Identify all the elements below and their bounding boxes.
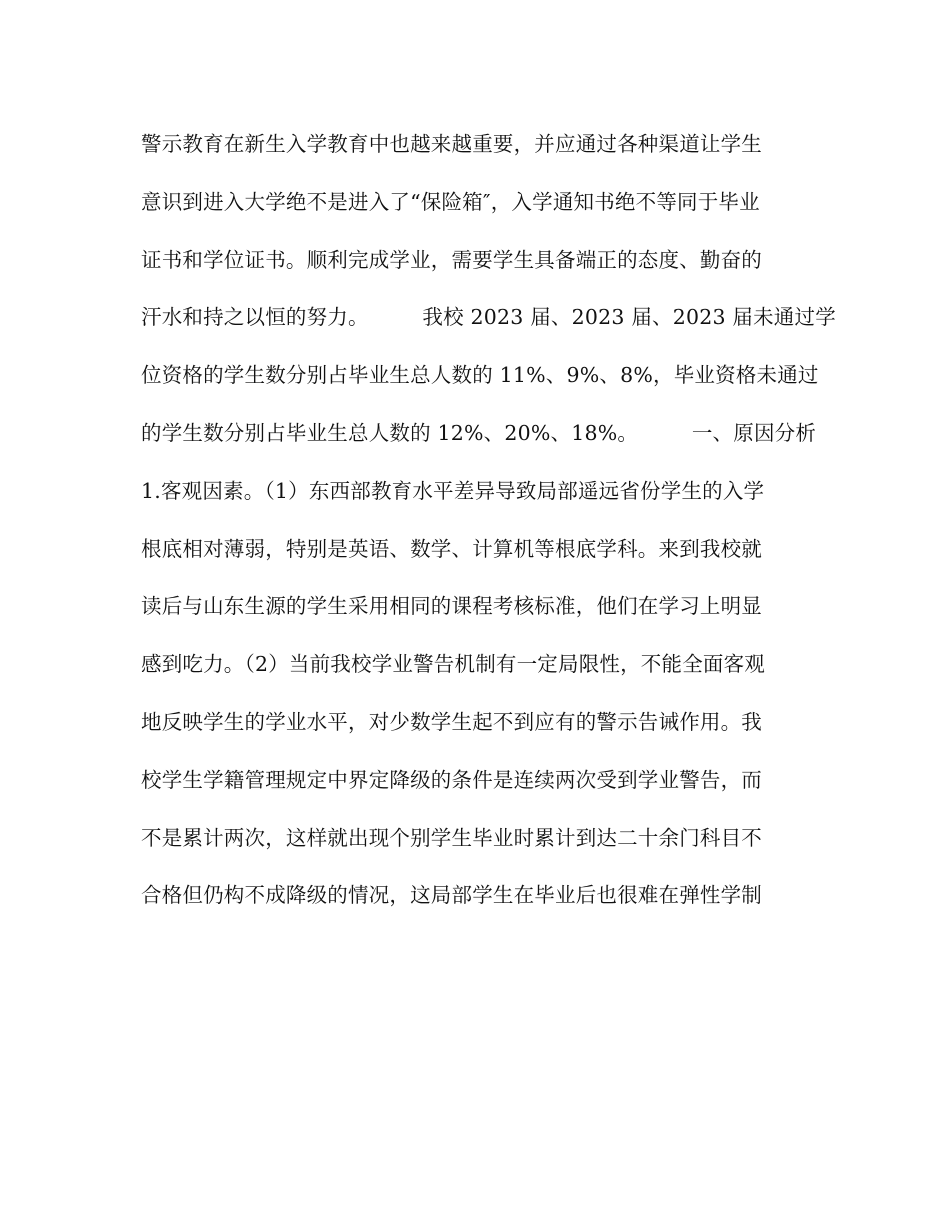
text-line: 合格但仍构不成降级的情况，这局部学生在毕业后也很难在弹性学制 [141, 883, 762, 908]
text-line: 1.客观因素。（1）东西部教育水平差异导致局部遥远省份学生的入学 [141, 478, 765, 503]
text-line: 证书和学位证书。顺利完成学业，需要学生具备端正的态度、勤奋的 [141, 247, 762, 272]
text-line: 意识到进入大学绝不是进入了“保险箱″，入学通知书绝不等同于毕业 [141, 189, 760, 214]
text-line: 校学生学籍管理规定中界定降级的条件是连续两次受到学业警告，而 [141, 767, 762, 792]
text-line: 的学生数分别占毕业生总人数的 12%、20%、18%。 一、原因分析 [141, 420, 817, 445]
text-line: 警示教育在新生入学教育中也越来越重要，并应通过各种渠道让学生 [141, 132, 762, 156]
text-line: 不是累计两次，这样就出现个别学生毕业时累计到达二十余门科目不 [141, 825, 762, 850]
text-line: 地反映学生的学业水平，对少数学生起不到应有的警示告诫作用。我 [141, 709, 762, 734]
text-line: 汗水和持之以恒的努力。 我校 2023 届、2023 届、2023 届未通过学 [141, 305, 836, 330]
text-line: 根底相对薄弱，特别是英语、数学、计算机等根底学科。来到我校就 [141, 536, 762, 561]
body-text [141, 121, 836, 930]
text-line: 位资格的学生数分别占毕业生总人数的 11%、9%、8%，毕业资格未通过 [141, 363, 819, 388]
text-line: 读后与山东生源的学生采用相同的课程考核标准，他们在学习上明显 [141, 594, 762, 619]
text-line: 感到吃力。（2）当前我校学业警告机制有一定局限性，不能全面客观 [141, 652, 765, 677]
